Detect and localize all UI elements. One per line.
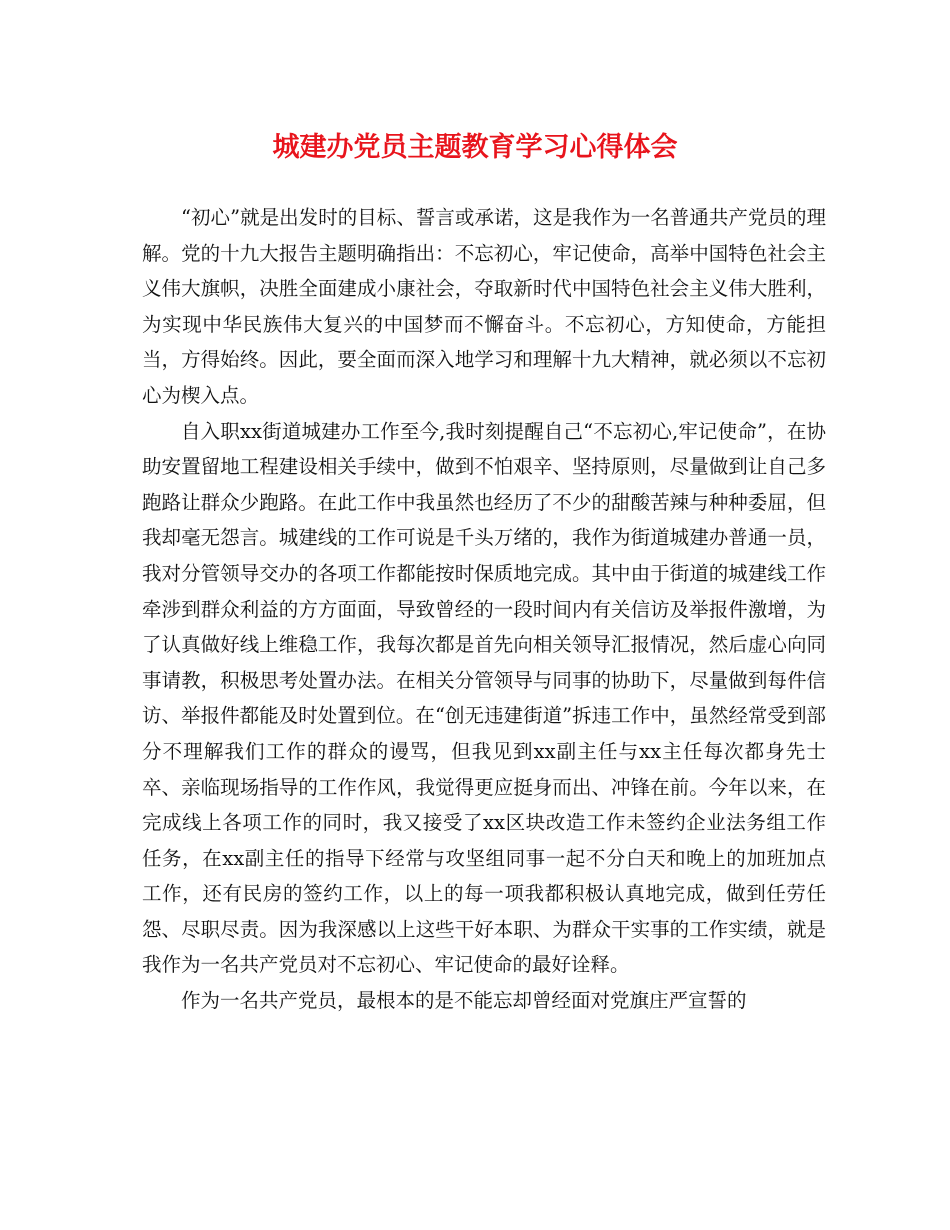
- document-body: [142, 200, 826, 1019]
- document-title: 城建办党员主题教育学习心得体会: [272, 132, 678, 163]
- paragraph-3: 作为一名共产党员，最根本的是不能忘却曾经面对党旗庄严宣誓的: [181, 989, 747, 1013]
- paragraph-2: 自入职xx街道城建办工作至今,我时刻提醒自己“不忘初心,牢记使命”，在协助安置留地工程建设相关手续中，做到不怕艰辛、坚持原则，尽量做到让自己多跑路让群众少跑路。在此工作中我虽然也经历了不少的甜酸苦辣与种种委屈，但我却毫无怨言。城建线的工作可说是千头万绪的，我作为街道城建办普通一员，我对分管领导交办的各项工作都能按时保质地完成。其中由于街道的城建线工作牵涉到群众利益的方方面面，导致曾经的一段时间内有关信访及举报件激增，为了认真做好线上维稳工作，我每次都是首先向相关领导汇报情况，然后虚心向同事请教，积极思考处置办法。在相关分管领导与同事的协助下，尽量做到每件信访、举报件都能及时处置到位。在“创无违建街道”拆违工作中，虽然经常受到部分不理解我们工作的群众的谩骂，但我见到xx副主任与xx主任每次都身先士卒、亲临现场指导的工作作风，我觉得更应挺身而出、冲锋在前。今年以来，在完成线上各项工作的同时，我又接受了xx区块改造工作未签约企业法务组工作任务，在xx副主任的指导下经常与攻坚组同事一起不分白天和晚上的加班加点工作，还有民房的签约工作，以上的每一项我都积极认真地完成，做到任劳任怨、尽职尽责。因为我深感以上这些干好本职、为群众干实事的工作实绩，就是我作为一名共产党员对不忘初心、牢记使命的最好诠释。: [142, 419, 826, 977]
- paragraph-1: “初心”就是出发时的目标、誓言或承诺，这是我作为一名普通共产党员的理解。党的十九大报告主题明确指出：不忘初心，牢记使命，高举中国特色社会主义伟大旗帜，决胜全面建成小康社会，夺取新时代中国特色社会主义伟大胜利，为实现中华民族伟大复兴的中国梦而不懈奋斗。不忘初心，方知使命，方能担当，方得始终。因此，要全面而深入地学习和理解十九大精神，就必须以不忘初心为楔入点。: [142, 206, 826, 407]
